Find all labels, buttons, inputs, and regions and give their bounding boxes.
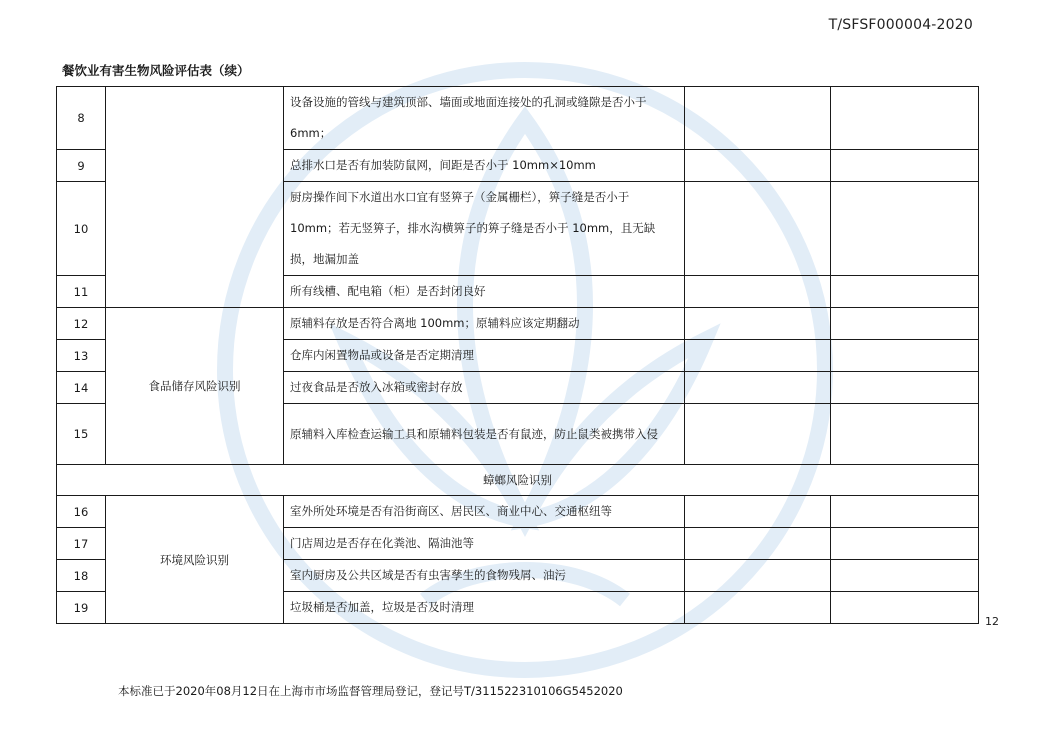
result-cell [685,372,831,404]
check-item: 门店周边是否存在化粪池、隔油池等 [284,528,685,560]
result-cell [685,87,831,150]
row-number: 8 [57,87,106,150]
row-number: 15 [57,404,106,465]
row-number: 12 [57,308,106,340]
check-item: 室外所处环境是否有沿街商区、居民区、商业中心、交通枢纽等 [284,496,685,528]
result-cell [685,528,831,560]
result-cell [685,182,831,276]
result-cell [685,404,831,465]
remark-cell [831,87,979,150]
table-row [57,87,979,150]
section-header-row [57,465,979,496]
row-number: 10 [57,182,106,276]
result-cell [685,496,831,528]
remark-cell [831,182,979,276]
remark-cell [831,150,979,182]
risk-assessment-table [56,86,979,624]
section-header: 蟑螂风险识别 [57,465,979,496]
check-item: 厨房操作间下水道出水口宜有竖箅子（金属栅栏），箅子缝是否小于 10mm；若无竖箅子，排水沟横箅子的箅子缝是否小于 10mm，且无缺损，地漏加盖 [284,182,685,276]
result-cell [685,560,831,592]
remark-cell [831,560,979,592]
page-number: 12 [985,615,999,628]
row-number: 19 [57,592,106,624]
registration-footer: 本标准已于2020年08月12日在上海市市场监督管理局登记，登记号T/311522310106G5452020 [118,684,623,698]
row-number: 9 [57,150,106,182]
check-item: 总排水口是否有加装防鼠网，间距是否小于 10mm×10mm [284,150,685,182]
result-cell [685,340,831,372]
result-cell [685,276,831,308]
result-cell [685,150,831,182]
category-cell: 食品储存风险识别 [106,308,284,465]
row-number: 16 [57,496,106,528]
row-number: 13 [57,340,106,372]
row-number: 18 [57,560,106,592]
remark-cell [831,308,979,340]
remark-cell [831,372,979,404]
remark-cell [831,340,979,372]
result-cell [685,592,831,624]
remark-cell [831,404,979,465]
row-number: 14 [57,372,106,404]
row-number: 17 [57,528,106,560]
row-number: 11 [57,276,106,308]
check-item: 原辅料入库检查运输工具和原辅料包装是否有鼠迹，防止鼠类被携带入侵 [284,404,685,465]
check-item: 所有线槽、配电箱（柜）是否封闭良好 [284,276,685,308]
check-item: 仓库内闲置物品或设备是否定期清理 [284,340,685,372]
table-title: 餐饮业有害生物风险评估表（续） [62,63,250,78]
remark-cell [831,496,979,528]
check-item: 室内厨房及公共区域是否有虫害孳生的食物残屑、油污 [284,560,685,592]
remark-cell [831,528,979,560]
check-item: 设备设施的管线与建筑顶部、墙面或地面连接处的孔洞或缝隙是否小于 6mm； [284,87,685,150]
category-cell: 环境风险识别 [106,496,284,624]
table-row [57,496,979,528]
check-item: 垃圾桶是否加盖，垃圾是否及时清理 [284,592,685,624]
table-row [57,308,979,340]
check-item: 原辅料存放是否符合离地 100mm；原辅料应该定期翻动 [284,308,685,340]
result-cell [685,308,831,340]
check-item: 过夜食品是否放入冰箱或密封存放 [284,372,685,404]
remark-cell [831,276,979,308]
remark-cell [831,592,979,624]
category-cell [106,87,284,308]
document-code: T/SFSF000004-2020 [828,17,973,33]
